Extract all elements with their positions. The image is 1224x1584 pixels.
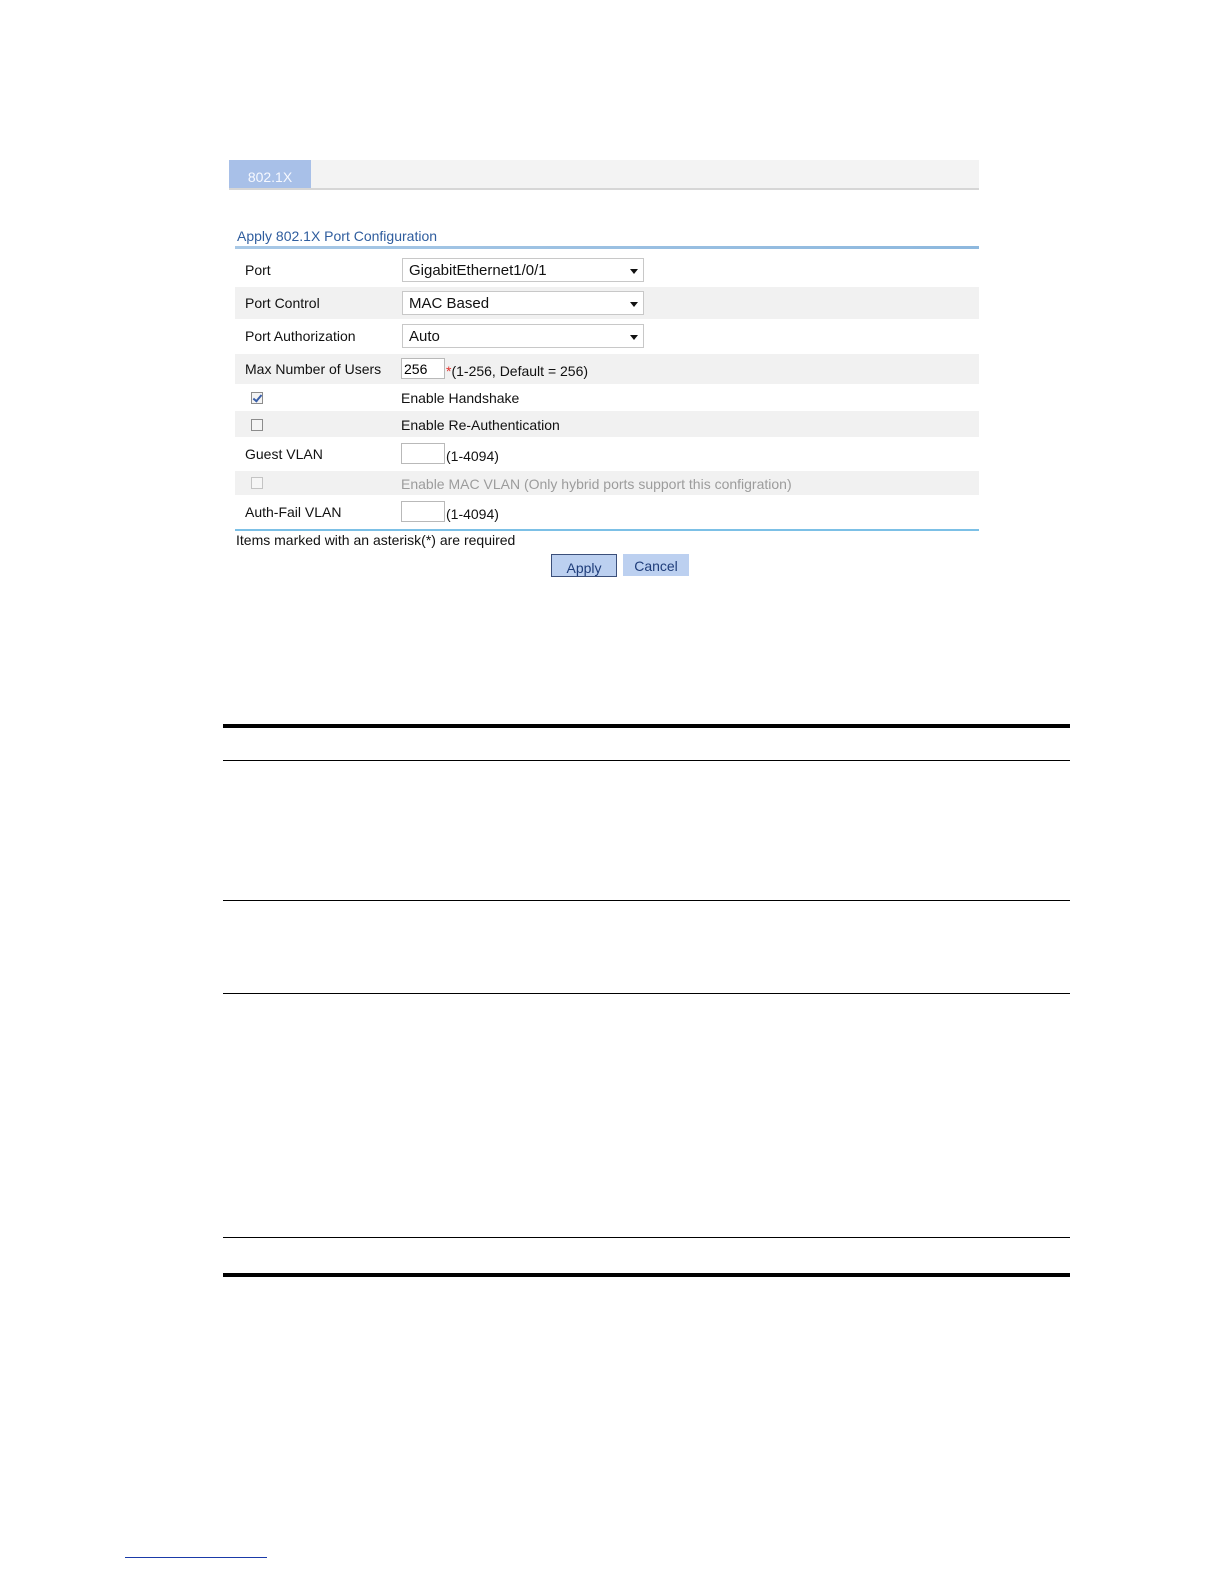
chevron-down-icon bbox=[630, 269, 638, 274]
reauth-label: Enable Re-Authentication bbox=[401, 417, 560, 433]
table-row-rule bbox=[223, 993, 1070, 994]
port-control-select[interactable] bbox=[402, 291, 644, 315]
port-authorization-select-value: Auto bbox=[409, 328, 440, 345]
port-authorization-select[interactable] bbox=[402, 324, 644, 348]
cancel-button[interactable]: Cancel bbox=[623, 554, 689, 576]
row-port-authorization bbox=[235, 320, 979, 352]
tab-8021x[interactable]: 802.1X bbox=[229, 160, 311, 188]
required-note: Items marked with an asterisk(*) are required bbox=[236, 532, 516, 548]
config-panel bbox=[229, 160, 979, 576]
guest-vlan-hint: (1-4094) bbox=[446, 448, 499, 464]
max-users-hint bbox=[446, 363, 588, 379]
chevron-down-icon bbox=[630, 335, 638, 340]
guest-vlan-label: Guest VLAN bbox=[245, 446, 323, 462]
row-authfail-vlan bbox=[235, 496, 979, 528]
port-select-value: GigabitEthernet1/0/1 bbox=[409, 262, 547, 279]
title-divider bbox=[235, 246, 979, 249]
table-row-rule bbox=[223, 900, 1070, 901]
section-title: Apply 802.1X Port Configuration bbox=[237, 228, 438, 244]
row-port-control bbox=[235, 287, 979, 319]
required-asterisk: * bbox=[446, 363, 452, 379]
port-control-label: Port Control bbox=[245, 295, 320, 311]
apply-button[interactable]: Apply bbox=[551, 554, 617, 577]
table-top-rule bbox=[223, 724, 1070, 728]
footer-link-underline bbox=[125, 1557, 267, 1558]
table-bottom-rule bbox=[223, 1273, 1070, 1277]
chevron-down-icon bbox=[630, 302, 638, 307]
authfail-vlan-hint: (1-4094) bbox=[446, 506, 499, 522]
port-select[interactable] bbox=[402, 258, 644, 282]
authfail-vlan-label: Auth-Fail VLAN bbox=[245, 504, 342, 520]
row-handshake bbox=[235, 384, 979, 411]
row-port bbox=[235, 254, 979, 286]
document-table bbox=[223, 724, 1070, 1278]
max-users-input[interactable] bbox=[401, 358, 445, 379]
table-header-rule bbox=[223, 760, 1070, 761]
authfail-vlan-input[interactable] bbox=[401, 501, 445, 522]
row-guest-vlan bbox=[235, 438, 979, 470]
port-control-select-value: MAC Based bbox=[409, 295, 490, 312]
port-label: Port bbox=[245, 262, 271, 278]
handshake-checkbox[interactable] bbox=[251, 392, 263, 404]
guest-vlan-input[interactable] bbox=[401, 443, 445, 464]
row-reauth bbox=[235, 411, 979, 437]
mac-vlan-checkbox bbox=[251, 477, 263, 489]
tab-bar bbox=[229, 160, 979, 190]
max-users-label: Max Number of Users bbox=[245, 361, 382, 377]
port-authorization-label: Port Authorization bbox=[245, 328, 356, 344]
max-users-range: (1-256, Default = 256) bbox=[451, 363, 589, 379]
handshake-label: Enable Handshake bbox=[401, 390, 520, 406]
row-max-users bbox=[235, 354, 979, 384]
row-mac-vlan bbox=[235, 471, 979, 495]
form-bottom-divider bbox=[235, 529, 979, 531]
reauth-checkbox[interactable] bbox=[251, 419, 263, 431]
table-row-rule bbox=[223, 1237, 1070, 1238]
mac-vlan-label: Enable MAC VLAN (Only hybrid ports support this configration) bbox=[401, 476, 792, 492]
